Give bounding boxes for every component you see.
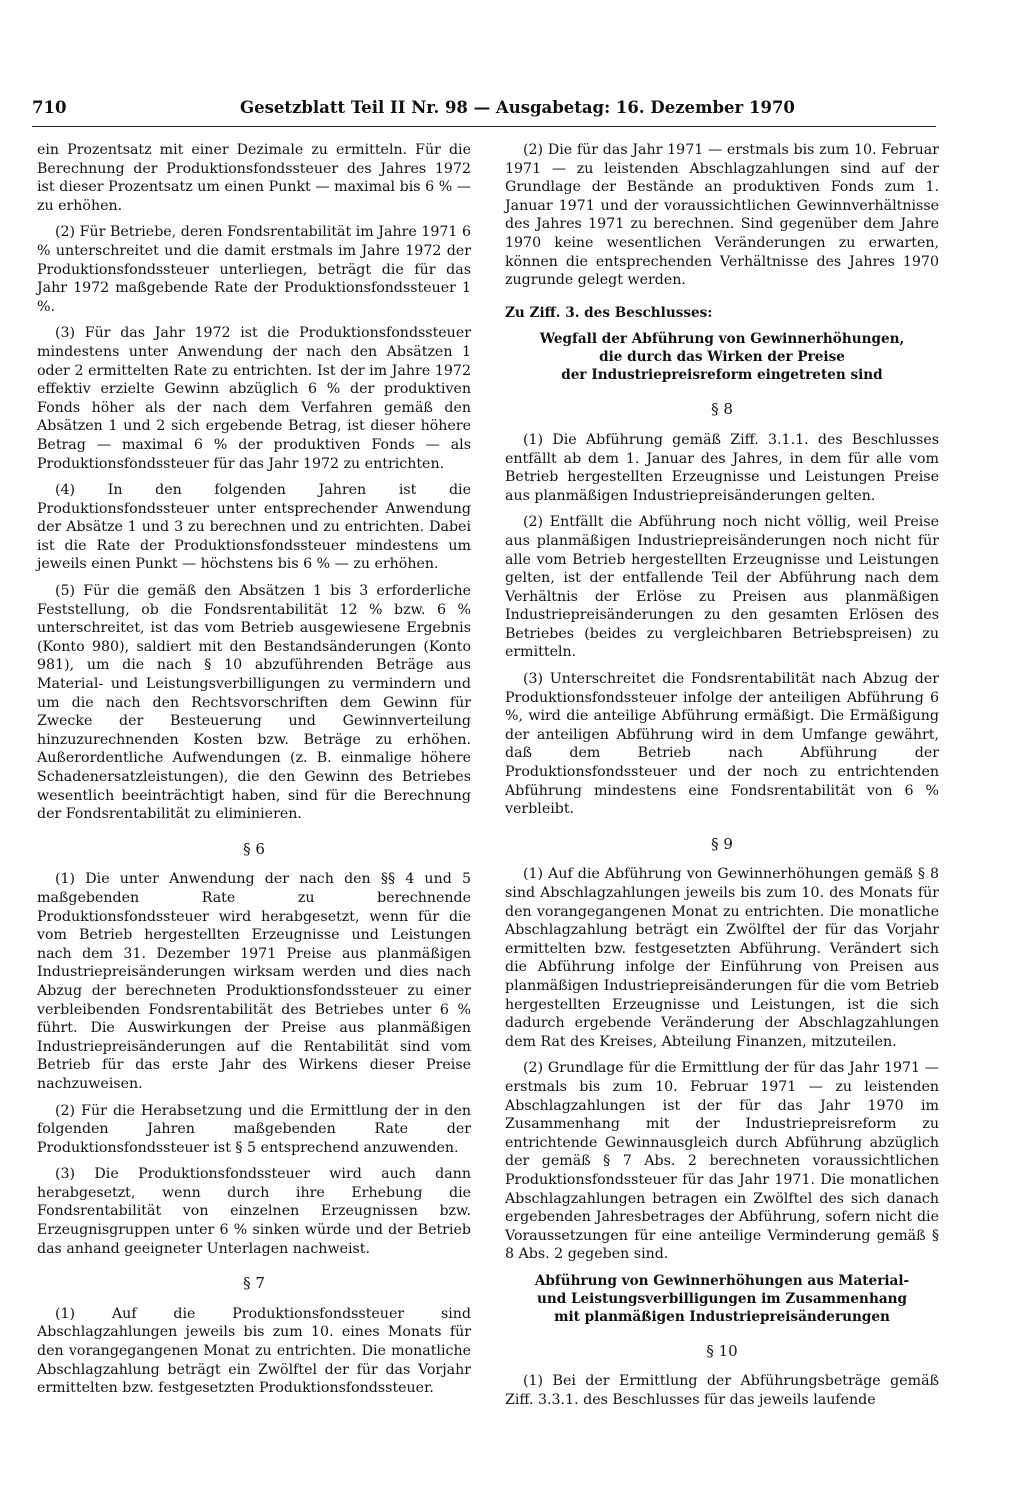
paragraph: (2) Für Betriebe, deren Fondsrentabilität im Jahre 1971 6 % unterschreitet und die damit erstmals im Jahre 1972 der Produktionsfondssteuer unterliegen, beträgt die für das Jahr 1972 maßgebende Rate der Produktionsfondssteuer 1 %. <box>37 224 471 315</box>
section-heading: § 8 <box>711 400 733 419</box>
title-line: Abführung von Gewinnerhöhungen aus Material- <box>534 1272 910 1289</box>
section-heading: § 6 <box>243 839 265 858</box>
paragraph: (2) Entfällt die Abführung noch nicht völlig, weil Preise aus planmäßigen Industriepreisänderungen noch nicht für alle vom Betrieb hergestellten Erzeugnisse und Leistungen gelten, ist der entfallende Teil der Abführung nach dem Verhältnis der Erlöse zu Preisen aus planmäßigen Industriepreisänderungen zu den gesamten Erlösen des Betriebes (beides zu vergleichbaren Betriebspreisen) zu ermitteln. <box>505 514 939 661</box>
subheading: Zu Ziff. 3. des Beschlusses: <box>505 304 713 321</box>
block-title <box>505 330 939 384</box>
page-header <box>32 98 932 124</box>
paragraph: (1) Die Abführung gemäß Ziff. 3.1.1. des Beschlusses entfällt ab dem 1. Januar des Jahres, in dem für alle vom Betrieb hergestellten Erzeugnisse und Leistungen Preise aus planmäßigen Industriepreisänderungen gelten. <box>505 431 939 504</box>
paragraph: (1) Auf die Abführung von Gewinnerhöhungen gemäß § 8 sind Abschlagzahlungen jeweils bis zum 10. des Monats für den vorangegangenen Monat zu entrichten. Die monatliche Abschlagzahlung beträgt ein Zwölftel der für das Vorjahr ermittelten bzw. festgesetzten Abführung. Verändert sich die Abführung infolge der Einführung von Preisen aus planmäßigen Industriepreisänderungen für die vom Betrieb hergestellten Erzeugnisse und Leistungen, ist die sich dadurch ergebende Veränderung der Abschlagzahlungen dem Rat des Kreises, Abteilung Finanzen, mitzuteilen. <box>505 866 939 1050</box>
title-line: mit planmäßigen Industriepreisänderungen <box>554 1308 890 1325</box>
page-number: 710 <box>32 98 67 117</box>
paragraph: (1) Auf die Produktionsfondssteuer sind Abschlagzahlungen jeweils bis zum 10. eines Monats für den vorangegangenen Monat zu entrichten. Die monatliche Abschlagzahlung beträgt ein Zwölftel der für das Vorjahr ermittelten bzw. festgesetzten Produktionsfondssteuer. <box>37 1305 471 1397</box>
paragraph: (1) Die unter Anwendung der nach den §§ 4 und 5 maßgebenden Rate zu berechnende Produktionsfondssteuer wird herabgesetzt, wenn für die vom Betrieb hergestellten Erzeugnisse und Leistungen nach dem 31. Dezember 1971 Preise aus planmäßigen Industriepreisänderungen wirksam werden und dies nach Abzug der berechneten Produktionsfondssteuer zu einer verbleibenden Fondsrentabilität des Betriebes unter 6 % führt. Die Auswirkungen der Preise aus planmäßigen Industriepreisänderungen auf die Rentabilität sind vom Betrieb für das erste Jahr des Wirkens dieser Preise nachzuweisen. <box>37 871 471 1092</box>
paragraph: (3) Die Produktionsfondssteuer wird auch dann herabgesetzt, wenn durch ihre Erhebung die Fondsrentabilität von einzelnen Erzeugnissen bzw. Erzeugnisgruppen unter 6 % sinken würde und der Betrieb das anhand geeigneter Unterlagen nachweist. <box>37 1166 471 1257</box>
title-line: und Leistungsverbilligungen im Zusammenhang <box>536 1290 908 1307</box>
paragraph: (2) Grundlage für die Ermittlung der für das Jahr 1971 — erstmals bis zum 10. Februar 1971 — zu leistenden Abschlagzahlungen ist der für das Jahr 1970 im Zusammenhang mit der Industriepreisreform zu entrichtende Gewinnausgleich durch Abführung abzüglich der gemäß § 7 Abs. 2 berechneten voraussichtlichen Produktionsfondssteuer für das Jahr 1971. Die monatlichen Abschlagzahlungen betragen ein Zwölftel des sich danach ergebenden Jahresbetrages der Abführung, sofern nicht die Voraussetzungen für eine anteilige Verminderung gemäß § 8 Abs. 2 gegeben sind. <box>505 1060 939 1263</box>
paragraph: (4) In den folgenden Jahren ist die Produktionsfondssteuer unter entsprechender Anwendung der Absätze 1 und 3 zu berechnen und zu entrichten. Dabei ist die Rate der Produktionsfondssteuer mindestens um jeweils einen Punkt — höchstens bis 6 % — zu erhöhen. <box>37 482 471 573</box>
title-line: Wegfall der Abführung von Gewinnerhöhungen, <box>539 331 905 348</box>
right-column <box>505 141 939 1418</box>
title-line: der Industriepreisreform eingetreten sind <box>561 367 883 384</box>
paragraph: (2) Die für das Jahr 1971 — erstmals bis zum 10. Februar 1971 — zu leistenden Abschlagzahlungen sind auf der Grundlage der Bestände an produktiven Fonds zum 1. Januar 1971 und der voraussichtlichen Gewinnverhältnisse des Jahres 1971 zu berechnen. Sind gegenüber dem Jahre 1970 keine wesentlichen Veränderungen zu erwarten, können die entsprechenden Verhältnisse des Jahres 1970 zugrunde gelegt werden. <box>505 142 939 289</box>
paragraph: (3) Unterschreitet die Fondsrentabilität nach Abzug der Produktionsfondssteuer infolge der anteiligen Abführung 6 %, wird die anteilige Abführung ermäßigt. Die Ermäßigung der anteiligen Abführung wird in dem Umfange gewährt, daß dem Betrieb nach Abführung der Produktionsfondssteuer und der noch zu entrichtenden Abführung mindestens eine Fondsrentabilität von 6 % verbleibt. <box>505 671 939 818</box>
section-heading: § 9 <box>711 834 733 853</box>
header-title: Gesetzblatt Teil II Nr. 98 — Ausgabetag: 16. Dezember 1970 <box>240 98 795 117</box>
paragraph: (2) Für die Herabsetzung und die Ermittlung der in den folgenden Jahren maßgebenden Rate der Produktionsfondssteuer ist § 5 entsprechend anzuwenden. <box>37 1102 471 1156</box>
title-line: die durch das Wirken der Preise <box>599 349 845 366</box>
header-rule <box>32 126 936 127</box>
paragraph: ein Prozentsatz mit einer Dezimale zu ermitteln. Für die Berechnung der Produktionsfondssteuer des Jahres 1972 ist dieser Prozentsatz um einen Punkt — maximal bis 6 % — zu erhöhen. <box>37 142 471 214</box>
left-column <box>37 141 471 1406</box>
section-heading: § 7 <box>243 1274 265 1293</box>
paragraph: (1) Bei der Ermittlung der Abführungsbeträge gemäß Ziff. 3.3.1. des Beschlusses für das jeweils laufende <box>505 1373 939 1409</box>
block-title <box>505 1272 939 1326</box>
section-heading: § 10 <box>706 1341 738 1360</box>
paragraph: (5) Für die gemäß den Absätzen 1 bis 3 erforderliche Feststellung, ob die Fondsrentabilität 12 % bzw. 6 % unterschreitet, ist das vom Betrieb ausgewiesene Ergebnis (Konto 980), saldiert mit den Bestandsänderungen (Konto 981), um die nach § 10 abzuführenden Beträge aus Material- und Leistungsverbilligungen zu vermindern und um die nach den Rechtsvorschriften dem Gewinn für Zwecke der Besteuerung und Gewinnverteilung hinzuzurechnenden Kosten bzw. Beträge zu erhöhen. Außerordentliche Aufwendungen (z. B. einmalige höhere Schadenersatzleistungen), die den Gewinn des Betriebes wesentlich beeinträchtigt haben, sind für die Berechnung der Fondsrentabilität zu eliminieren. <box>37 583 471 823</box>
paragraph: (3) Für das Jahr 1972 ist die Produktionsfondssteuer mindestens unter Anwendung der nach den Absätzen 1 oder 2 ermittelten Rate zu entrichten. Ist der im Jahre 1972 effektiv erzielte Gewinn abzüglich 6 % der produktiven Fonds höher als der nach dem Verfahren gemäß den Absätzen 1 und 2 sich ergebende Betrag, ist dieser höhere Betrag — maximal 6 % der produktiven Fonds — als Produktionsfondssteuer für das Jahr 1972 zu entrichten. <box>37 325 471 472</box>
